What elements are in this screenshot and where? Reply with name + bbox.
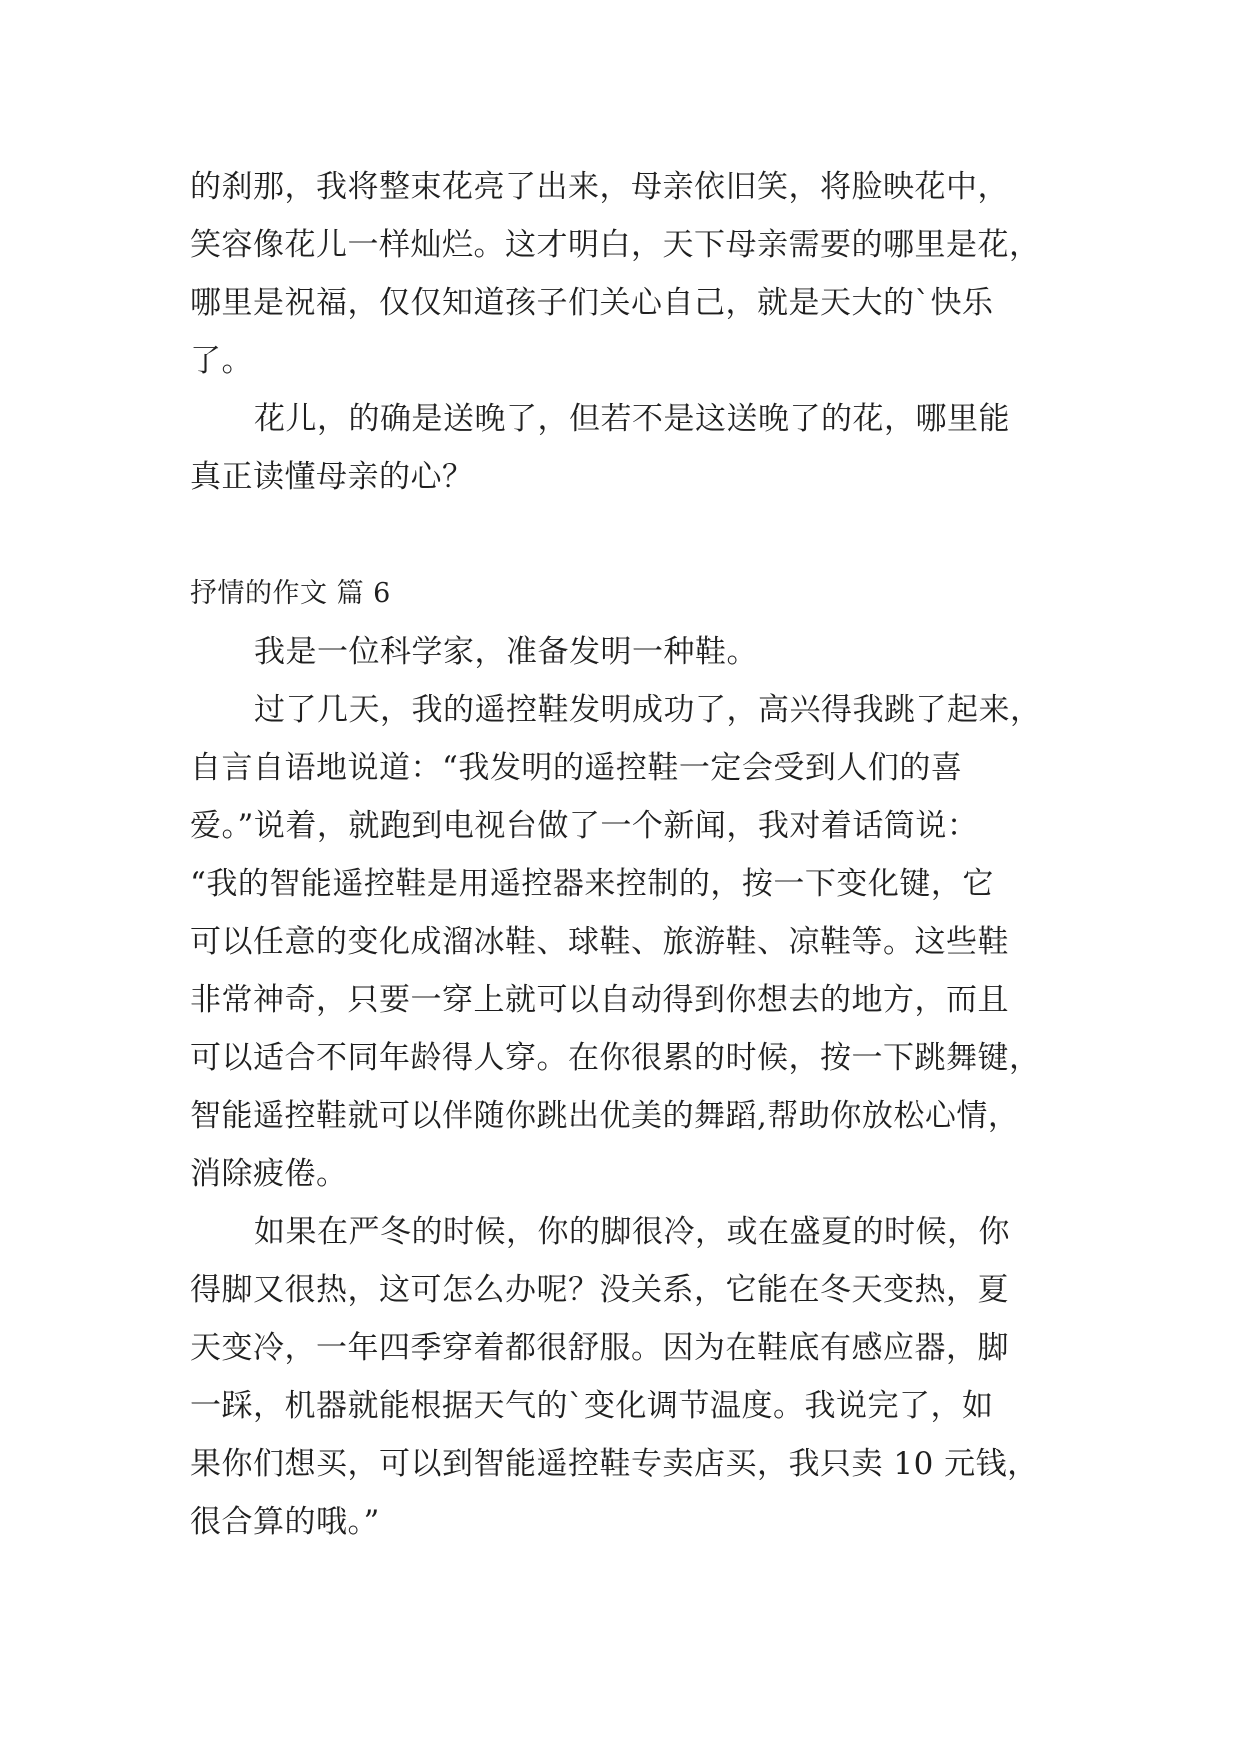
paragraph-line: 过了几天，我的遥控鞋发明成功了，高兴得我跳了起来，: [254, 692, 1042, 728]
paragraph-line: 哪里是祝福，仅仅知道孩子们关心自己，就是天大的`快乐: [190, 285, 994, 321]
paragraph-line: “我的智能遥控鞋是用遥控器来控制的，按一下变化键，它: [190, 866, 994, 902]
paragraph-line: 自言自语地说道：“我发明的遥控鞋一定会受到人们的喜: [190, 750, 963, 786]
paragraph-line: 的刹那，我将整束花亮了出来，母亲依旧笑，将脸映花中，: [190, 169, 1009, 205]
paragraph-line: 花儿，的确是送晚了，但若不是这送晚了的花，哪里能: [254, 401, 1010, 437]
paragraph-line: 天变冷，一年四季穿着都很舒服。因为在鞋底有感应器，脚: [190, 1330, 1009, 1366]
paragraph-line: 一踩，机器就能根据天气的`变化调节温度。我说完了，如: [190, 1388, 994, 1424]
paragraph-line: 我是一位科学家，准备发明一种鞋。: [254, 634, 758, 670]
section-heading: 抒情的作文 篇 6: [190, 578, 391, 609]
paragraph-line: 可以适合不同年龄得人穿。在你很累的时候，按一下跳舞键，: [190, 1040, 1041, 1076]
paragraph-line: 真正读懂母亲的心？: [190, 459, 474, 495]
paragraph-line: 爱。”说着，就跑到电视台做了一个新闻，我对着话筒说：: [190, 808, 979, 844]
paragraph-line: 果你们想买，可以到智能遥控鞋专卖店买，我只卖 10 元钱，: [190, 1446, 1039, 1482]
paragraph-line: 很合算的哦。”: [190, 1504, 380, 1540]
paragraph-line: 如果在严冬的时候，你的脚很冷，或在盛夏的时候，你: [254, 1214, 1010, 1250]
paragraph-line: 了。: [190, 343, 253, 379]
paragraph-line: 消除疲倦。: [190, 1156, 348, 1192]
paragraph-line: 笑容像花儿一样灿烂。这才明白，天下母亲需要的哪里是花，: [190, 227, 1041, 263]
paragraph-line: 智能遥控鞋就可以伴随你跳出优美的舞蹈,帮助你放松心情，: [190, 1098, 1020, 1134]
paragraph-line: 得脚又很热，这可怎么办呢？没关系，它能在冬天变热，夏: [190, 1272, 1009, 1308]
paragraph-line: 可以任意的变化成溜冰鞋、球鞋、旅游鞋、凉鞋等。这些鞋: [190, 924, 1009, 960]
paragraph-line: 非常神奇，只要一穿上就可以自动得到你想去的地方，而且: [190, 982, 1009, 1018]
